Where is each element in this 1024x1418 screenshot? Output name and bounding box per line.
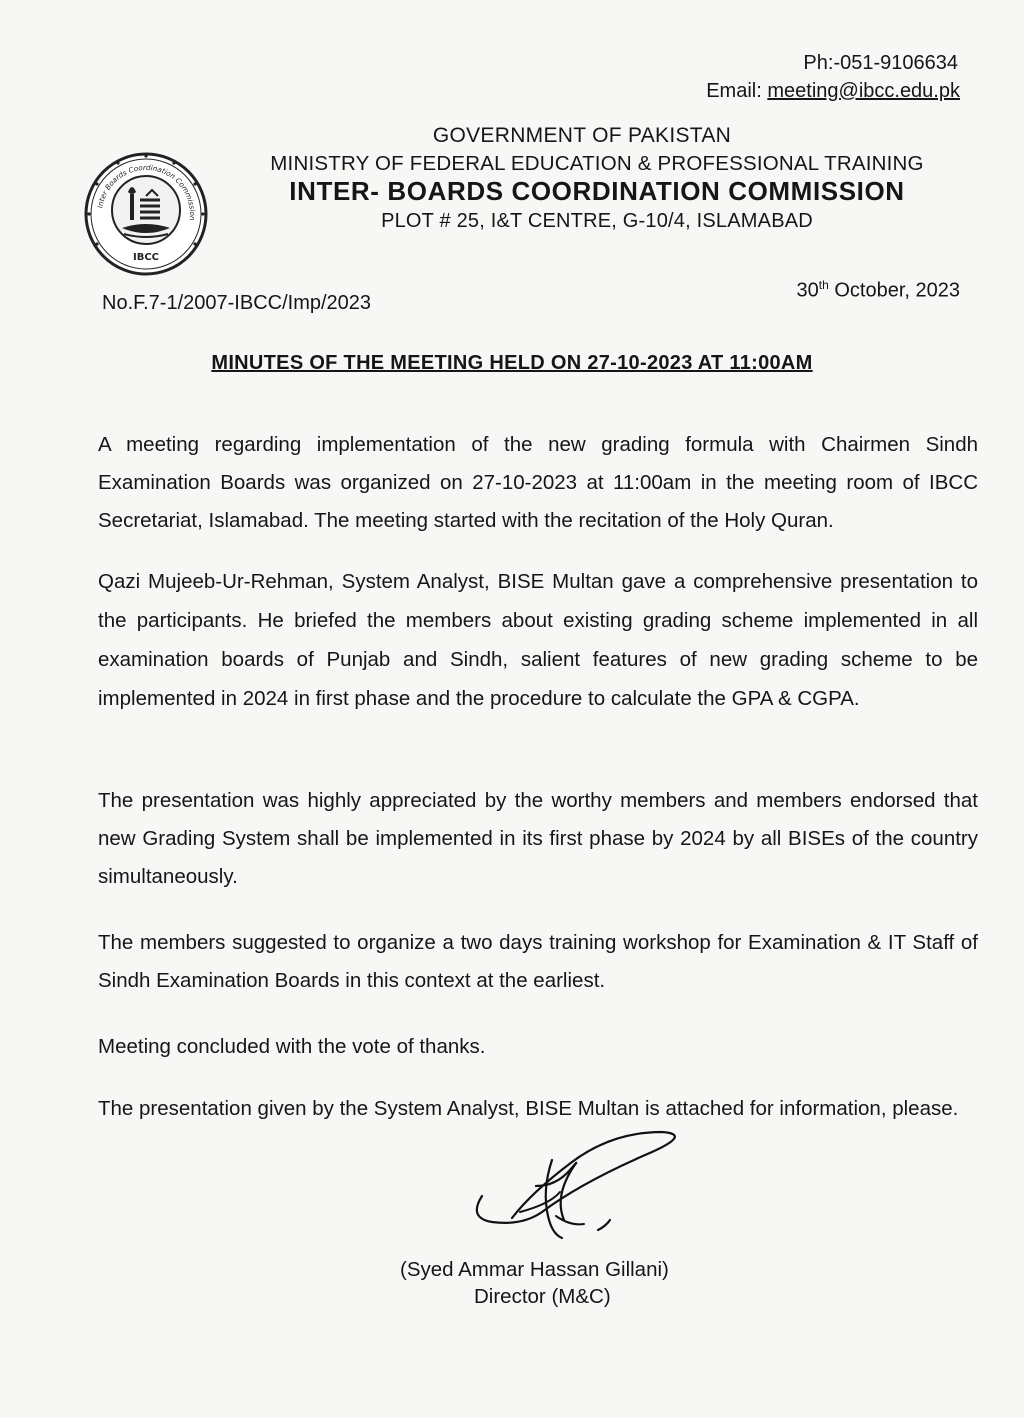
paragraph-meeting-details: A meeting regarding implementation of the new grading formula with Chairmen Sindh Examination Boards was organized on 27-10-2023 at 11:00am in the meeting room of IBCC Secretariat, Islamabad. The meeting started with the recitation of the Holy Quran.	[98, 433, 978, 532]
phone-number: Ph:-051-9106634	[803, 52, 958, 74]
office-address: PLOT # 25, I&T CENTRE, G-10/4, ISLAMABAD	[381, 210, 813, 232]
date-suffix: th	[818, 278, 829, 292]
email-label: Email:	[706, 80, 762, 102]
letter-date	[797, 278, 960, 303]
paragraph-endorsement: The presentation was highly appreciated by the worthy members and members endorsed that new Grading System shall be implemented in its first phase by 2024 by all BISEs of the country simultaneously.	[98, 789, 978, 888]
signatory-name: (Syed Ammar Hassan Gillani)	[400, 1258, 669, 1281]
email-address[interactable]: meeting@ibcc.edu.pk	[767, 80, 960, 102]
ministry-heading: MINISTRY OF FEDERAL EDUCATION & PROFESSIONAL TRAINING	[270, 152, 924, 175]
paragraph-attachment: The presentation given by the System Analyst, BISE Multan is attached for information, please.	[98, 1097, 959, 1120]
email-line	[706, 80, 960, 103]
paragraph-conclusion: Meeting concluded with the vote of thanks.	[98, 1035, 486, 1058]
date-day: 30	[796, 279, 819, 302]
paragraph-workshop: The members suggested to organize a two days training workshop for Examination & IT Staff of Sindh Examination Boards in this context at the earliest.	[98, 931, 978, 992]
minutes-title: MINUTES OF THE MEETING HELD ON 27-10-2023 AT 11:00AM	[211, 352, 813, 374]
reference-number: No.F.7-1/2007-IBCC/Imp/2023	[102, 292, 372, 314]
government-heading: GOVERNMENT OF PAKISTAN	[432, 124, 732, 147]
commission-heading: INTER- BOARDS COORDINATION COMMISSION	[289, 176, 905, 206]
paragraph-presentation: Qazi Mujeeb-Ur-Rehman, System Analyst, BISE Multan gave a comprehensive presentation to the participants. He briefed the members about existing grading scheme implemented in all examination boards of Punjab and Sindh, salient features of new grading scheme to be implemented in 2024 in first phase and the procedure to calculate the GPA & CGPA.	[98, 570, 978, 710]
handwritten-signature	[460, 1126, 690, 1256]
signatory-designation: Director (M&C)	[474, 1285, 611, 1308]
logo-ring-text: Inter Boards Coordination Commission	[95, 162, 198, 222]
logo-text: IBCC	[132, 252, 160, 263]
date-month-year: October, 2023	[828, 279, 960, 302]
